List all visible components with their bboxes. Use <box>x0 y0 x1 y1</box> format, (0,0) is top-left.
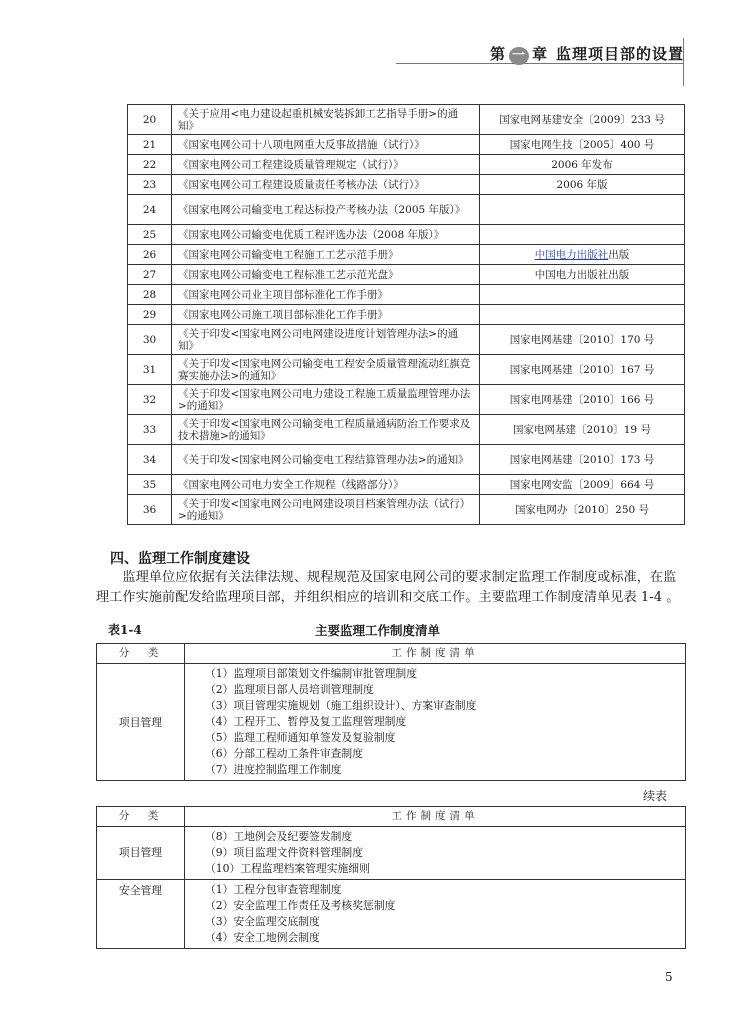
page-number: 5 <box>665 970 673 984</box>
row-number: 26 <box>128 245 172 265</box>
publisher-suffix: 出版 <box>608 248 630 261</box>
document-source: 国家电网基建〔2010〕173 号 <box>480 445 685 475</box>
list-item: （1）监理项目部策划文件编制审批管理制度 <box>205 667 418 680</box>
row-number: 32 <box>128 385 172 415</box>
row-number: 29 <box>128 305 172 325</box>
work-system-table <box>96 643 686 781</box>
document-source <box>480 225 685 245</box>
document-title: 《国家电网公司业主项目部标准化工作手册》 <box>172 285 480 305</box>
document-title: 《关于印发<国家电网公司电网建设项目档案管理办法（试行）>的通知》 <box>172 495 480 525</box>
table-row <box>128 495 685 525</box>
table-row <box>128 415 685 445</box>
items-cell <box>185 664 686 781</box>
document-title: 《关于印发<国家电网公司电网建设进度计划管理办法>的通知》 <box>172 325 480 355</box>
table-row <box>128 155 685 175</box>
category-cell: 安全管理 <box>97 880 185 949</box>
category-cell: 项目管理 <box>97 664 185 781</box>
row-number: 35 <box>128 475 172 495</box>
document-title: 《关于印发<国家电网公司输变电工程质量通病防治工作要求及技术措施>的通知》 <box>172 415 480 445</box>
table-row <box>128 355 685 385</box>
row-number: 33 <box>128 415 172 445</box>
list-item: （9）项目监理文件资料管理制度 <box>205 846 364 859</box>
document-source: 国家电网办〔2010〕250 号 <box>480 495 685 525</box>
table-row <box>128 385 685 415</box>
row-number: 21 <box>128 135 172 155</box>
document-source <box>480 245 685 265</box>
table-row <box>128 225 685 245</box>
list-item: （2）安全监理工作责任及考核奖惩制度 <box>205 899 396 912</box>
list-item: （1）工程分包审查管理制度 <box>205 883 342 896</box>
chapter-title: 监理项目部的设置 <box>556 45 685 63</box>
document-source: 中国电力出版社出版 <box>480 265 685 285</box>
table-header-row <box>97 807 686 827</box>
table-header-row <box>97 644 686 664</box>
row-number: 22 <box>128 155 172 175</box>
list-item: （2）监理项目部人员培训管理制度 <box>205 683 374 696</box>
column-header-category: 分 类 <box>97 807 185 827</box>
column-header-list: 工作制度清单 <box>185 644 686 664</box>
row-number: 20 <box>128 105 172 135</box>
table-row <box>128 195 685 225</box>
document-title: 《国家电网公司输变电工程标准工艺示范光盘》 <box>172 265 480 285</box>
table-row <box>128 285 685 305</box>
list-item: （4）工程开工、暂停及复工监理管理制度 <box>205 715 407 728</box>
document-source: 国家电网生技〔2005〕400 号 <box>480 135 685 155</box>
list-item: （7）进度控制监理工作制度 <box>205 763 342 776</box>
table-label: 表1-4 <box>108 623 142 637</box>
list-item: （10）工程监理档案管理实施细则 <box>205 862 370 875</box>
table-row <box>128 135 685 155</box>
document-source <box>480 305 685 325</box>
row-number: 30 <box>128 325 172 355</box>
table-row <box>97 827 686 880</box>
document-source: 国家电网安监〔2009〕664 号 <box>480 475 685 495</box>
row-number: 28 <box>128 285 172 305</box>
list-item: （6）分部工程动工条件审查制度 <box>205 747 364 760</box>
items-cell <box>185 827 686 880</box>
regulations-table <box>127 104 685 525</box>
list-item: （3）安全监理交底制度 <box>205 915 320 928</box>
table-row <box>128 105 685 135</box>
table-row <box>128 325 685 355</box>
list-item: （3）项目管理实施规划（施工组织设计）、方案审查制度 <box>205 699 477 712</box>
list-item: （8）工地例会及纪要签发制度 <box>205 830 353 843</box>
document-source: 国家电网基建〔2010〕170 号 <box>480 325 685 355</box>
list-item: （5）监理工程师通知单签发及复验制度 <box>205 731 396 744</box>
document-title: 《国家电网公司输变电工程达标投产考核办法（2005 年版）》 <box>172 195 480 225</box>
chapter-number-badge: 一 <box>509 47 529 65</box>
table-row <box>97 880 686 949</box>
document-source: 国家电网基建〔2010〕166 号 <box>480 385 685 415</box>
row-number: 25 <box>128 225 172 245</box>
document-source: 2006 年发布 <box>480 155 685 175</box>
table-row <box>97 664 686 781</box>
row-number: 36 <box>128 495 172 525</box>
document-title: 《关于应用<电力建设起重机械安装拆卸工艺指导手册>的通知》 <box>172 105 480 135</box>
table-row <box>128 475 685 495</box>
work-system-table-continued <box>96 806 686 949</box>
column-header-category: 分 类 <box>97 644 185 664</box>
table-row <box>128 265 685 285</box>
column-header-list: 工作制度清单 <box>185 807 686 827</box>
document-title: 《国家电网公司输变电优质工程评选办法（2008 年版）》 <box>172 225 480 245</box>
document-title: 《关于印发<国家电网公司电力建设工程施工质量监理管理办法>的通知》 <box>172 385 480 415</box>
row-number: 23 <box>128 175 172 195</box>
document-title: 《国家电网公司工程建设质量管理规定（试行）》 <box>172 155 480 175</box>
chapter-header <box>490 43 684 65</box>
document-title: 《国家电网公司施工项目部标准化工作手册》 <box>172 305 480 325</box>
list-item: （4）安全工地例会制度 <box>205 931 320 944</box>
document-title: 《国家电网公司电力安全工作规程（线路部分）》 <box>172 475 480 495</box>
document-source: 2006 年版 <box>480 175 685 195</box>
table-row <box>128 305 685 325</box>
continued-label: 续表 <box>643 789 668 803</box>
document-source: 国家电网基建〔2010〕19 号 <box>480 415 685 445</box>
document-title: 《关于印发<国家电网公司输变电工程安全质量管理流动红旗竞赛实施办法>的通知》 <box>172 355 480 385</box>
body-paragraph: 监理单位应依据有关法律法规、规程规范及国家电网公司的要求制定监理工作制度或标准，在监理工作实施前配发给监理项目部，并组织相应的培训和交底工作。主要监理工作制度清单见表 1-4 。 <box>96 570 680 605</box>
document-title: 《国家电网公司工程建设质量责任考核办法（试行）》 <box>172 175 480 195</box>
table-title: 主要监理工作制度清单 <box>315 623 441 638</box>
document-title: 《关于印发<国家电网公司输变电工程结算管理办法>的通知》 <box>172 445 480 475</box>
chapter-prefix: 第 <box>490 45 507 63</box>
document-source: 国家电网基建〔2010〕167 号 <box>480 355 685 385</box>
table-row <box>128 245 685 265</box>
table-row <box>128 175 685 195</box>
category-cell: 项目管理 <box>97 827 185 880</box>
row-number: 34 <box>128 445 172 475</box>
chapter-suffix: 章 <box>532 45 549 63</box>
document-source <box>480 195 685 225</box>
table-row <box>128 445 685 475</box>
publisher-link[interactable]: 中国电力出版社 <box>534 248 609 261</box>
document-title: 《国家电网公司十八项电网重大反事故措施（试行）》 <box>172 135 480 155</box>
document-title: 《国家电网公司输变电工程施工工艺示范手册》 <box>172 245 480 265</box>
section-heading: 四、监理工作制度建设 <box>110 551 250 567</box>
document-source <box>480 285 685 305</box>
row-number: 31 <box>128 355 172 385</box>
document-source: 国家电网基建安全〔2009〕233 号 <box>480 105 685 135</box>
row-number: 24 <box>128 195 172 225</box>
row-number: 27 <box>128 265 172 285</box>
items-cell <box>185 880 686 949</box>
